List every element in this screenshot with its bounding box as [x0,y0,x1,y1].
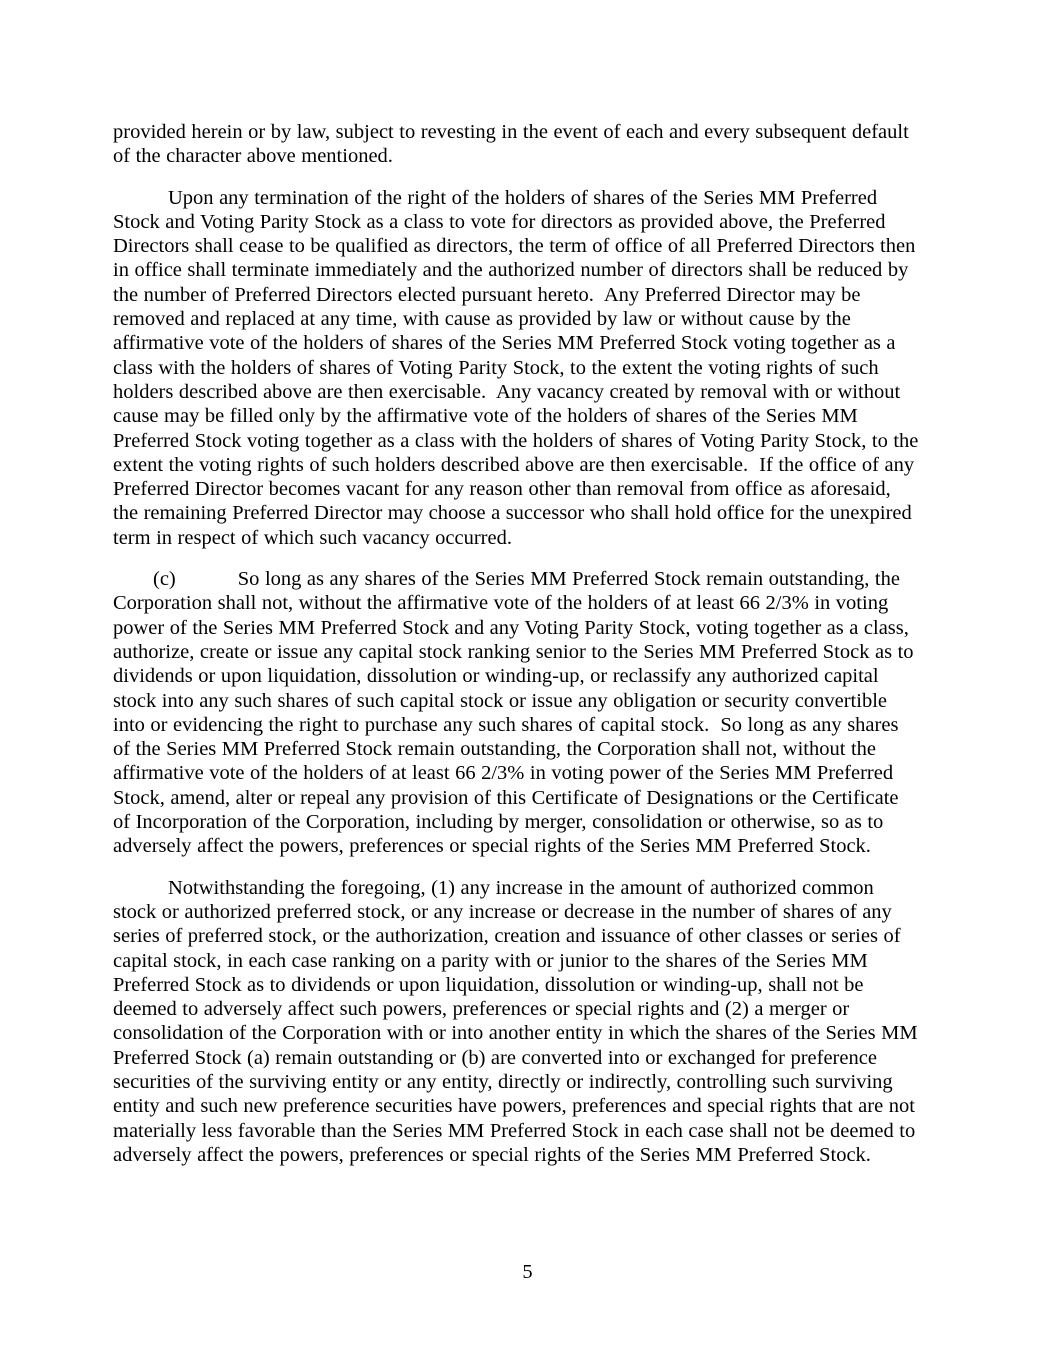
paragraph-continuation: provided herein or by law, subject to revesting in the event of each and every subsequent default of the character above mentioned. [113,121,915,168]
paragraph-c-text: So long as any shares of the Series MM Preferred Stock remain outstanding, the Corporation shall not, without the affirmative vote of the holders of at least 66 2/3% in voting power of the Series MM Preferred Stock and any Voting Parity Stock, voting together as a class, authorize, create or issue any capital stock ranking senior to the Series MM Preferred Stock as to dividends or upon liquidation, dissolution or winding-up, or reclassify any authorized capital stock into any such shares of such capital stock or issue any obligation or security convertible into or evidencing the right to purchase any such shares of capital stock. So long as any shares of the Series MM Preferred Stock remain outstanding, the Corporation shall not, without the affirmative vote of the holders of at least 66 2/3% in voting power of the Series MM Preferred Stock, amend, alter or repeal any provision of this Certificate of Designations or the Certificate of Incorporation of the Corporation, including by merger, consolidation or otherwise, so as to adversely affect the powers, preferences or special rights of the Series MM Preferred Stock. [113,568,920,858]
document-body-text [113,120,924,1184]
paragraph-termination-of-rights: Upon any termination of the right of the holders of shares of the Series MM Preferred Stock and Voting Parity Stock as a class to vote for directors as provided above, the Preferred Directors shall cease to be qualified as directors, the term of office of all Preferred Directors then in office shall terminate immediately and the authorized number of directors shall be reduced by the number of Preferred Directors elected pursuant hereto. Any Preferred Director may be removed and replaced at any time, with cause as provided by law or without cause by the affirmative vote of the holders of shares of the Series MM Preferred Stock voting together as a class with the holders of shares of Voting Parity Stock, to the extent the voting rights of such holders described above are then exercisable. Any vacancy created by removal with or without cause may be filled only by the affirmative vote of the holders of shares of the Series MM Preferred Stock voting together as a class with the holders of shares of Voting Parity Stock, to the extent the voting rights of such holders described above are then exercisable. If the office of any Preferred Director becomes vacant for any reason other than removal from office as aforesaid, the remaining Preferred Director may choose a successor who shall hold office for the unexpired term in respect of which such vacancy occurred. [113,186,924,549]
paragraph-c-label: (c) [153,568,176,591]
page-number: 5 [522,1261,533,1283]
paragraph-c [113,567,921,859]
paragraph-notwithstanding: Notwithstanding the foregoing, (1) any increase in the amount of authorized common stock or authorized preferred stock, or any increase or decrease in the number of shares of any series of preferred stock, or the authorization, creation and issuance of other classes or series of capital stock, in each case ranking on a parity with or junior to the shares of the Series MM Preferred Stock as to dividends or upon liquidation, dissolution or winding-up, shall not be deemed to adversely affect such powers, preferences or special rights and (2) a merger or consolidation of the Corporation with or into another entity in which the shares of the Series MM Preferred Stock (a) remain outstanding or (b) are converted into or exchanged for preference securities of the surviving entity or any entity, directly or indirectly, controlling such surviving entity and such new preference securities have powers, preferences and special rights that are not materially less favorable than the Series MM Preferred Stock in each case shall not be deemed to adversely affect the powers, preferences or special rights of the Series MM Preferred Stock. [113,876,924,1166]
